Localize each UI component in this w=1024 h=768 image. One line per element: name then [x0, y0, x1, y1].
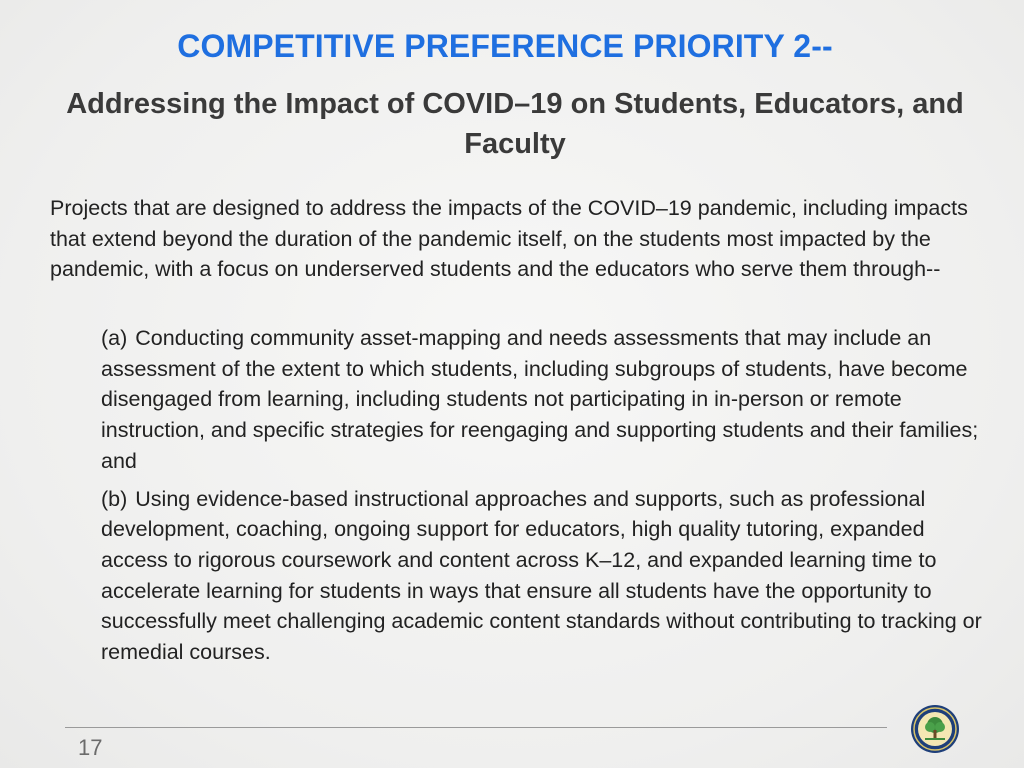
list-item-text: Using evidence-based instructional approaches and supports, such as professional development, coaching, ongoing support for educators, high quality tutoring, expanded access to rigorous coursework and content across K–12, and expanded learning time to accelerate learning for students in ways that ensure all students have the opportunity to successfully meet challenging academic content standards without contributing to tracking or remedial courses.	[101, 486, 982, 665]
intro-paragraph: Projects that are designed to address the impacts of the COVID–19 pandemic, including impacts that extend beyond the duration of the pandemic itself, on the students most impacted by the pandemic, with a focus on underserved students and the educators who serve them through--	[50, 196, 968, 282]
priority-list	[101, 323, 991, 675]
page-number: 17	[78, 735, 103, 760]
slide-title: COMPETITIVE PREFERENCE PRIORITY 2--	[177, 28, 833, 64]
list-item-marker: (b)	[101, 486, 128, 511]
department-of-education-seal-icon	[910, 704, 960, 754]
slide-subtitle: Addressing the Impact of COVID–19 on Students, Educators, and Faculty	[66, 88, 964, 160]
list-item-text: Conducting community asset-mapping and needs assessments that may include an assessment of the extent to which students, including subgroups of students, have become disengaged from learning, including students not participating in in-person or remote instruction, and specific strategies for reengaging and supporting students and their families; and	[101, 326, 979, 473]
list-item	[101, 484, 991, 668]
list-item	[101, 323, 991, 477]
list-item-marker: (a)	[101, 326, 128, 350]
footer-divider	[65, 727, 887, 728]
